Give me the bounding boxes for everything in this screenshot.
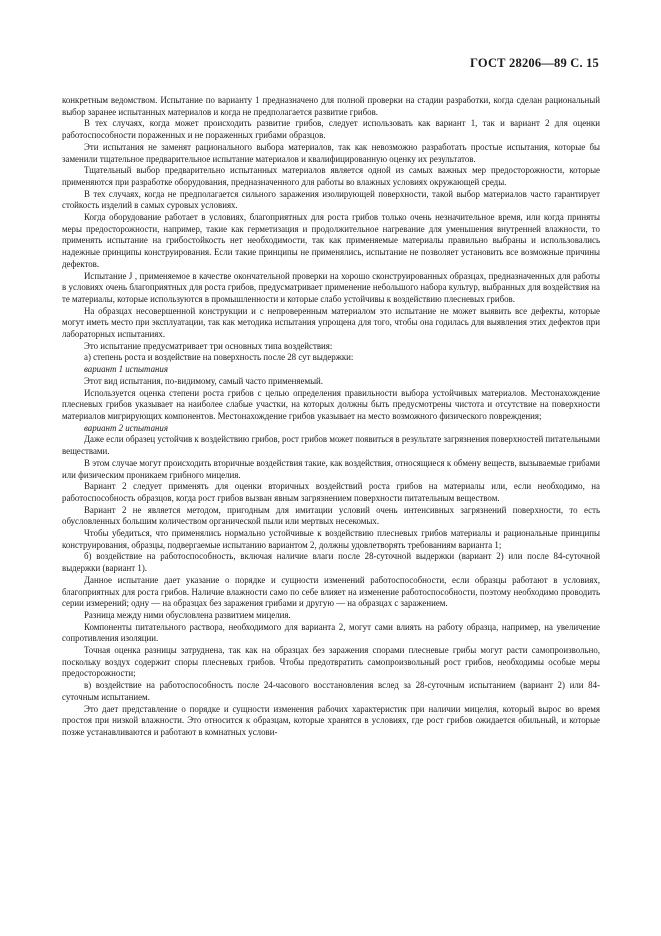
variant-2-heading: вариант 2 испытания [84, 422, 168, 433]
variant-1-heading: вариант 1 испытания [84, 364, 168, 375]
paragraph: Эти испытания не заменят рационального выбора материалов, так как невозможно разработать простые испытания, которые бы заменили тщательное предварительное испытание материалов и квалифицированную оценку их результатов. [62, 141, 600, 164]
paragraph: Точная оценка разницы затруднена, так как на образцах без заражения спорами плесневые грибы могут расти самопроизвольно, поскольку воздух содержит споры плесневых грибов. Чтобы предотвратить самопроизвольный рост грибов, необходимы особые меры предосторожности; [62, 645, 600, 679]
paragraph: Данное испытание дает указание о порядке и сущности изменений работоспособности, если образцы работают в условиях, благоприятных для роста грибов. Наличие влажности само по себе влияет на изменение работоспособности, поэтому необходимо проводить серии измерений; одну — на образцах без заражения грибами и другую — на образцах с заражением. [62, 574, 600, 609]
body-text [62, 95, 600, 739]
paragraph: В тех случаях, когда не предполагается сильного заражения изолирующей поверхности, такой выбор материалов часто гарантирует стойкость изделий в самых суровых условиях. [62, 188, 600, 211]
paragraph: Разница между ними обусловлена развитием мицелия. [84, 609, 291, 620]
list-item-b: б) воздействие на работоспособность, включая наличие влаги после 28-суточной выдержки (вариант 2) или после 84-суточной выдержки (вариант 1). [62, 551, 600, 574]
paragraph: Тщательный выбор предварительно испытанных материалов является одной из самых важных мер предосторожности, которые применяются при разработке оборудования, предназначенного для работы во влажных условиях окружающей среды. [62, 165, 600, 187]
paragraph: Вариант 2 не является методом, пригодным для имитации условий очень интенсивных загрязнений поверхности, то есть обусловленных большим количеством органической пыли или мертвых несекомых. [62, 504, 600, 527]
paragraph: Это испытание предусматривает три основных типа воздействия: [84, 340, 333, 351]
paragraph: Этот вид испытания, по-видимому, самый часто применяемый. [84, 375, 323, 386]
paragraph: Даже если образец устойчив к воздействию грибов, рост грибов может появиться в результате загрязнения поверхностей питательными веществами. [62, 434, 600, 457]
paragraph: конкретным ведомством. Испытание по варианту 1 предназначено для полной проверки на стадии разработки, когда сделан рациональный выбор заранее испытанных материалов и когда не предполагается развитие грибов. [62, 95, 600, 117]
paragraph: Используется оценка степени роста грибов с целью определения правильности выбора устойчивых материалов. Местонахождение плесневых грибов указывает на наиболее слабые участки, на которых должны быть предусмотрены чистота и отсутствие на поверхности материалов мигрирующих компонентов. Местонахождение грибов указывает на место возможного физического повреждения; [62, 387, 600, 421]
list-item-a: а) степень роста и воздействие на поверхность после 28 сут выдержки: [84, 352, 354, 363]
page-header-standard-number: ГОСТ 28206—89 С. 15 [470, 56, 599, 70]
paragraph: Компоненты питательного раствора, необходимого для варианта 2, могут сами влиять на работу образца, например, на увеличение сопротивления изоляции. [62, 621, 600, 644]
paragraph: Это дает представление о порядке и сущности изменения рабочих характеристик при наличии мицелия, который вырос во время простоя при низкой влажности. Это относится к образцам, которые хранятся в условиях, где рост грибов ожидается обильный, и которые позже устанавливаются и работают в комнатных услови- [62, 703, 600, 737]
paragraph: В тех случаях, когда может происходить развитие грибов, следует использовать как вариант 1, так и вариант 2 для оценки работоспособности пораженных и не пораженных грибами образцов. [62, 118, 600, 141]
paragraph: Испытание J , применяемое в качестве окончательной проверки на хорошо сконструированных образцах, предназначенных для работы в условиях очень благоприятных для роста грибов, предусматривает применение небольшого набора культур, выбранных для воздействия на те материалы, которые используются в промышленности и которые слабо устойчивы к воздействию плесневых грибов. [62, 270, 600, 304]
list-item-c: в) воздействие на работоспособность после 24-часового восстановления вслед за 28-суточным испытанием (вариант 2) или 84-суточным испытанием. [62, 680, 600, 702]
paragraph: На образцах несовершенной конструкции и с непроверенным материалом это испытание не может выявить все дефекты, которые могут иметь место при эксплуатации, так как методика испытания упрощена для того, чтобы она годилась для выявления этих дефектов при лабораторных испытаниях. [62, 305, 600, 340]
paragraph: Когда оборудование работает в условиях, благоприятных для роста грибов только очень незначительное время, или когда приняты меры предосторожности, например, такие как герметизация и продолжительное нагревание для уменьшения внутренней влажности, то применять испытание на грибостойкость нет необходимости, так как применяемые материалы правильно выбраны и использовались надежные принципы конструирования. Если такие принципы не применялись, испытание не позволяет установить все возможные причины дефектов. [62, 212, 600, 269]
paragraph: Чтобы убедиться, что применялись нормально устойчивые к воздействию плесневых грибов материалы и рациональные принципы конструирования, образцы, подвергаемые испытанию вариантом 2, должны удовлетворять требованиям варианта 1; [62, 528, 600, 550]
paragraph: В этом случае могут происходить вторичные воздействия такие, как воздействия, относящиеся к обмену веществ, вызываемые грибами или физическим проникаем грибного мицелия. [62, 457, 600, 480]
paragraph: Вариант 2 следует применять для оценки вторичных воздействий роста грибов на материалы или, если необходимо, на работоспособность образцов, когда рост грибов вызван явным загрязнением поверхности питательным веществом. [62, 481, 600, 503]
